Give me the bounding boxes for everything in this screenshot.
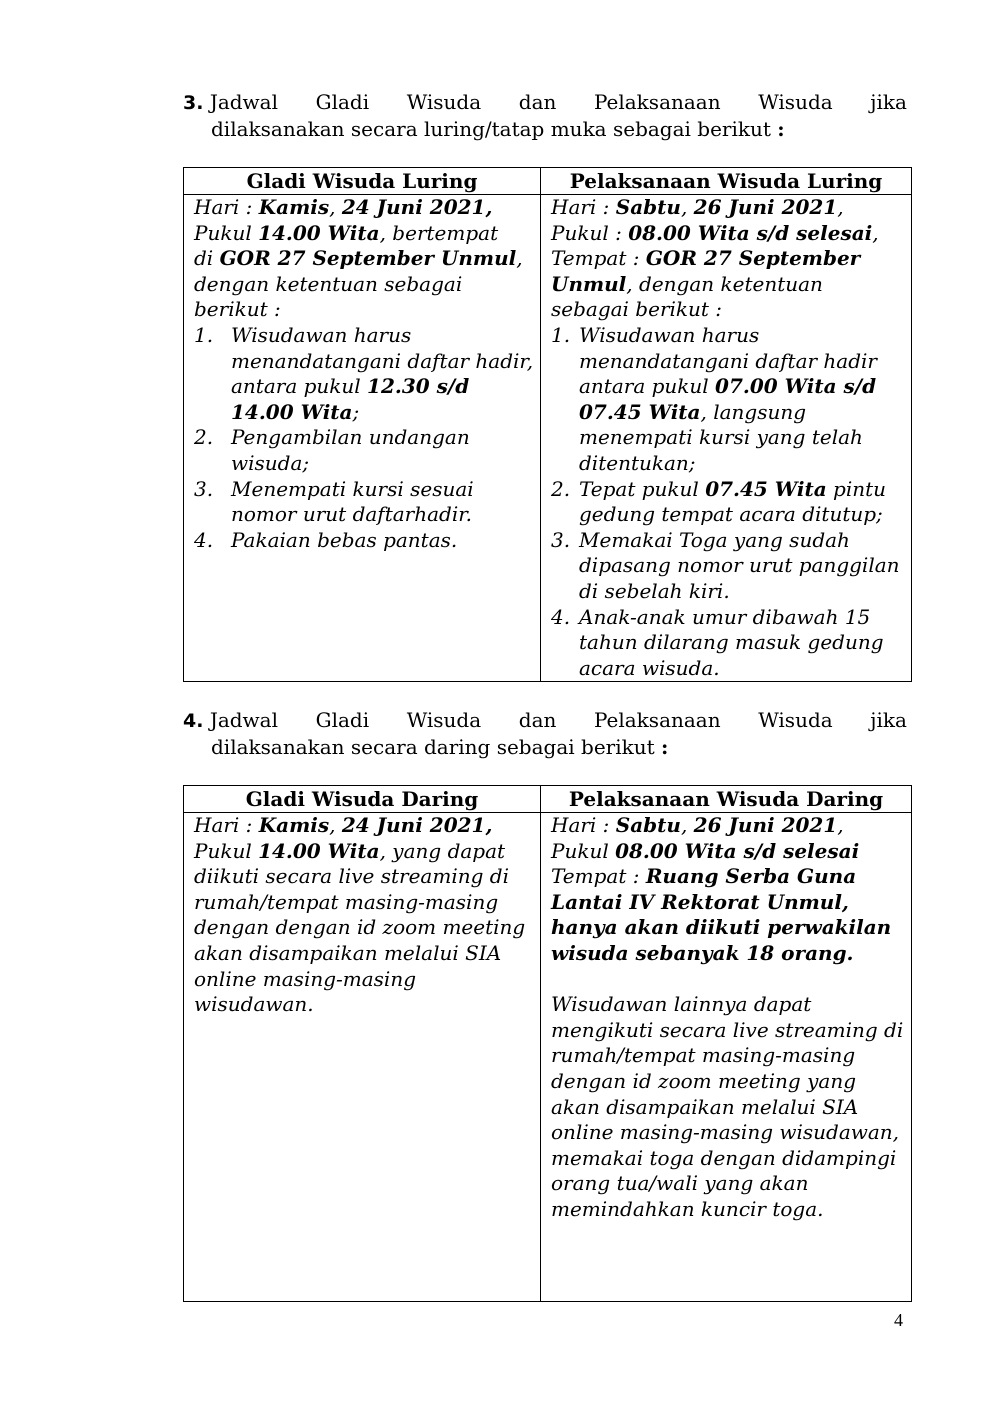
hari-line: Hari : Kamis, 24 Juni 2021, <box>194 813 493 837</box>
list-item: 3. Menempati kursi sesuai nomor urut daftarhadir. <box>194 476 474 527</box>
section-3-heading-line1 <box>183 89 907 116</box>
hari-line: Hari : Sabtu, 26 Juni 2021, <box>551 195 844 219</box>
heading-word: Pelaksanaan <box>593 90 721 114</box>
gladi-daring-text: Pukul 14.00 Wita, yang dapat diikuti secara live streaming di rumah/tempat masing-masing dengan dengan id zoom meeting akan disampaikan melalui SIA online masing-masing wisudawan. <box>194 838 526 1017</box>
heading-word: Wisuda <box>758 708 833 732</box>
heading-line2-text: dilaksanakan secara luring/tatap muka sebagai berikut <box>211 117 771 141</box>
section-3-heading-line2 <box>183 116 907 142</box>
col-header-pelaksanaan-luring: Pelaksanaan Wisuda Luring <box>541 168 912 195</box>
place-text: Tempat : Ruang Serba Guna Lantai IV Rektorat Unmul, hanya akan diikuti perwakilan wisuda sebanyak 18 orang. <box>551 864 892 965</box>
heading-word: Gladi <box>315 90 370 114</box>
section-3-number: 3. <box>183 92 204 114</box>
heading-colon: : <box>661 735 669 759</box>
pelaksanaan-luring-cell <box>541 195 912 682</box>
heading-line2-text: dilaksanakan secara daring sebagai berikut <box>211 735 655 759</box>
heading-word: jika <box>870 708 907 732</box>
pukul-line: Pukul : 08.00 Wita s/d selesai, <box>551 220 879 245</box>
pukul-line: Pukul 14.00 Wita, bertempat <box>194 220 499 245</box>
section-4-number: 4. <box>183 710 204 732</box>
list-item: 1. Wisudawan harus menandatangani daftar hadir, antara pukul 12.30 s/d 14.00 Wita; <box>194 322 534 424</box>
heading-word: Gladi <box>315 708 370 732</box>
heading-word: dan <box>518 708 557 732</box>
hari-line: Hari : Kamis, 24 Juni 2021, <box>194 195 493 219</box>
luring-schedule-table <box>183 167 912 682</box>
heading-word: Wisuda <box>406 90 482 114</box>
list-item: 4. Anak-anak umur dibawah 15 tahun dilarang masuk gedung acara wisuda. <box>551 604 884 680</box>
streaming-paragraph: Wisudawan lainnya dapat mengikuti secara live streaming di rumah/tempat masing-masing dengan id zoom meeting yang akan disampaikan melalui SIA online masing-masing wisudawan, memakai toga dengan didampingi orang tua/wali yang akan memindahkan kuncir toga. <box>551 992 904 1221</box>
heading-word: Pelaksanaan <box>593 708 721 732</box>
place-text: di GOR 27 September Unmul, dengan ketentuan sebagai berikut : <box>194 246 523 322</box>
heading-colon: : <box>777 117 785 141</box>
list-item: 4. Pakaian bebas pantas. <box>194 527 458 552</box>
heading-word: Jadwal <box>209 708 278 732</box>
section-4-heading-line2 <box>183 734 907 760</box>
heading-word: Wisuda <box>406 708 482 732</box>
section-4-heading-line1 <box>183 707 907 734</box>
col-header-pelaksanaan-daring: Pelaksanaan Wisuda Daring <box>541 786 912 813</box>
heading-word: Jadwal <box>209 90 278 114</box>
daring-schedule-table <box>183 785 912 1302</box>
pukul-line: Pukul 08.00 Wita s/d selesai <box>551 838 860 863</box>
pelaksanaan-daring-cell <box>541 813 912 1302</box>
gladi-luring-list <box>194 323 536 553</box>
table-header-row <box>184 786 912 813</box>
gladi-luring-cell <box>184 195 541 682</box>
col-header-gladi-luring: Gladi Wisuda Luring <box>184 168 541 195</box>
pelaksanaan-luring-list <box>551 323 907 681</box>
place-text: Tempat : GOR 27 September Unmul, dengan ketentuan sebagai berikut : <box>551 246 861 322</box>
hari-line: Hari : Sabtu, 26 Juni 2021, <box>551 813 844 837</box>
table-header-row <box>184 168 912 195</box>
section-4-heading <box>183 707 907 760</box>
col-header-gladi-daring: Gladi Wisuda Daring <box>184 786 541 813</box>
list-item: 3. Memakai Toga yang sudah dipasang nomor urut panggilan di sebelah kiri. <box>551 527 900 603</box>
section-3-heading <box>183 89 907 142</box>
heading-word: dan <box>518 90 557 114</box>
page-number: 4 <box>894 1310 903 1330</box>
table-row <box>184 813 912 1302</box>
gladi-daring-cell <box>184 813 541 1302</box>
list-item: 2. Pengambilan undangan wisuda; <box>194 425 470 475</box>
list-item: 1. Wisudawan harus menandatangani daftar hadir antara pukul 07.00 Wita s/d 07.45 Wita, langsung menempati kursi yang telah ditentukan; <box>551 322 877 475</box>
table-row <box>184 195 912 682</box>
heading-word: jika <box>870 90 907 114</box>
paragraph-gap <box>551 967 907 993</box>
heading-word: Wisuda <box>758 90 833 114</box>
list-item: 2. Tepat pukul 07.45 Wita pintu gedung tempat acara ditutup; <box>551 476 887 527</box>
